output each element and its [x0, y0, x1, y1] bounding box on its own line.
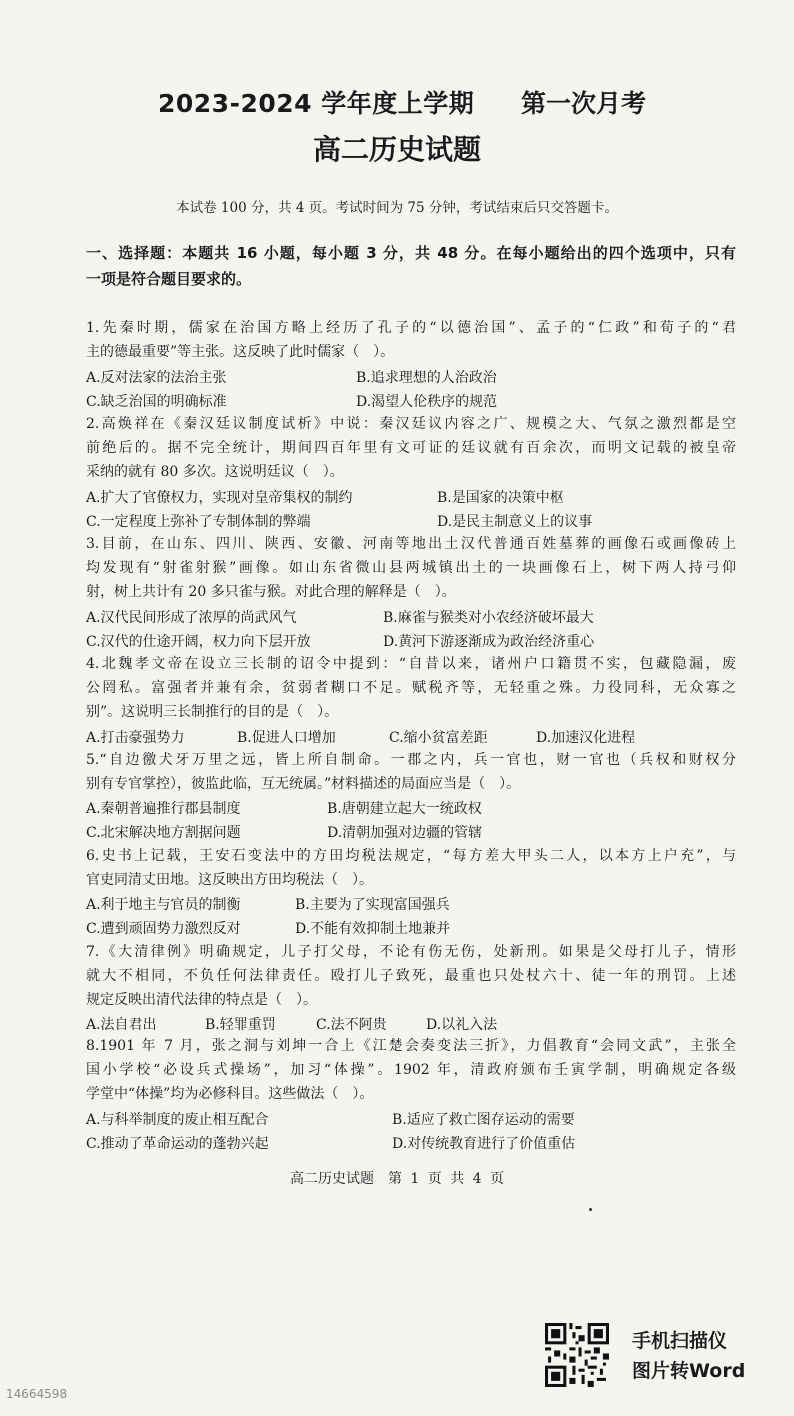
question-3-stem: 均发现有“射雀射猴”画像。如山东省微山县两城镇出土的一块画像石上，树下两人持弓仰 [86, 560, 736, 576]
question-2-stem: 2.高焕祥在《秦汉廷议制度试析》中说：秦汉廷议内容之广、规模之大、气氛之激烈都是空 [86, 416, 736, 432]
exam-instructions: 本试卷 100 分，共 4 页。考试时间为 75 分钟，考试结束后只交答题卡。 [176, 200, 618, 216]
question-1-stem: 主的德最重要”等主张。这反映了此时儒家（ ）。 [86, 344, 395, 360]
question-5-stem: 5.“自边徼犬牙万里之远，皆上所自制命。一郡之内，兵一官也，财一官也（兵权和财权分 [86, 752, 736, 768]
speck [589, 1208, 592, 1211]
question-7-stem: 7.《大清律例》明确规定，儿子打父母，不论有伤无伤，处新刑。如果是父母打儿子，情形 [86, 944, 736, 960]
question-3-stem: 射，树上共计有 20 多只雀与猴。对此合理的解释是（ ）。 [86, 584, 456, 600]
section-heading-line: 一项是符合题目要求的。 [86, 270, 252, 288]
question-6-option: D.不能有效抑制土地兼并 [295, 921, 451, 937]
question-7-stem: 规定反映出清代法律的特点是（ ）。 [86, 992, 317, 1008]
question-3-option: C.汉代的仕途开阔，权力向下层开放 [86, 634, 311, 650]
watermark-line-2: 图片转Word [632, 1360, 746, 1382]
term-label: 2023-2024 学年度上学期 [158, 89, 475, 118]
question-3-option: A.汉代民间形成了浓厚的尚武风气 [86, 610, 297, 626]
question-1-stem: 1.先秦时期，儒家在治国方略上经历了孔子的“以德治国”、孟子的“仁政”和荀子的“君 [86, 320, 736, 336]
question-6-option: B.主要为了实现富国强兵 [295, 897, 450, 913]
question-5-option: D.清朝加强对边疆的管辖 [327, 825, 483, 841]
question-2-option: D.是民主制意义上的议事 [437, 514, 593, 530]
question-8-stem: 8.1901 年 7 月，张之洞与刘坤一合上《江楚会奏变法三折》，力倡教育“会同文武”，主张全 [86, 1038, 736, 1054]
question-7-stem: 就大不相同，不负任何法律责任。殴打儿子致死，最重也只处杖六十、徒一年的刑罚。上述 [86, 968, 736, 984]
section-heading [86, 240, 736, 292]
question-6-stem: 6.史书上记载，王安石变法中的方田均税法规定，“每方差大甲头二人，以本方上户充”，与 [86, 848, 736, 864]
question-8-stem: 学堂中“体操”均为必修科目。这些做法（ ）。 [86, 1086, 374, 1102]
question-3-option: D.黄河下游逐渐成为政治经济重心 [383, 634, 595, 650]
question-3-option: B.麻雀与猴类对小农经济破坏最大 [383, 610, 594, 626]
question-8-option: A.与科举制度的废止相互配合 [86, 1112, 269, 1128]
question-2-option: A.扩大了官僚权力，实现对皇帝集权的制约 [86, 490, 353, 506]
question-3-stem: 3.目前，在山东、四川、陕西、安徽、河南等地出土汉代普通百姓墓葬的画像石或画像砖上 [86, 536, 736, 552]
question-8-option: B.适应了救亡图存运动的需要 [392, 1112, 575, 1128]
qr-code-icon [545, 1323, 609, 1387]
question-5-option: C.北宋解决地方割据问题 [86, 825, 241, 841]
question-7-option: A.法自君出 [86, 1017, 157, 1033]
question-6-stem: 官吏同清丈田地。这反映出方田均税法（ ）。 [86, 872, 373, 888]
question-7-option: B.轻罪重罚 [205, 1017, 276, 1033]
question-7-option: D.以礼入法 [426, 1017, 498, 1033]
question-6-option: C.遭到顽固势力激烈反对 [86, 921, 241, 937]
watermark-line-1: 手机扫描仪 [632, 1330, 728, 1352]
question-2-option: B.是国家的决策中枢 [437, 490, 564, 506]
page-footer: 高二历史试题 第 1 页 共 4 页 [289, 1171, 505, 1187]
page-title: 高二历史试题 [312, 133, 481, 166]
section-heading-line: 一、选择题：本题共 16 小题，每小题 3 分，共 48 分。在每小题给出的四个选项中，只有 [86, 244, 736, 262]
question-4-stem: 4.北魏孝文帝在设立三长制的诏令中提到：“自昔以来，诸州户口籍贯不实，包藏隐漏，废 [86, 656, 736, 672]
question-4-option: B.促进人口增加 [237, 730, 336, 746]
question-4-stem: 别”。这说明三长制推行的目的是（ ）。 [86, 704, 339, 720]
question-5-stem: 别有专官掌控），彼监此临，互无统属。”材料描述的局面应当是（ ）。 [86, 776, 521, 792]
question-8-option: D.对传统教育进行了价值重估 [392, 1136, 576, 1152]
question-4-stem: 公罔私。富强者并兼有余，贫弱者糊口不足。赋税齐等，无轻重之殊。力役同科，无众寡之 [86, 680, 736, 696]
question-5-option: A.秦朝普遍推行郡县制度 [86, 801, 241, 817]
question-4-option: D.加速汉化进程 [536, 730, 636, 746]
question-2-stem: 采纳的就有 80 多次。这说明廷议（ ）。 [86, 464, 344, 480]
question-4-option: C.缩小贫富差距 [389, 730, 488, 746]
scan-serial: 14664598 [6, 1387, 68, 1401]
question-4-option: A.打击豪强势力 [86, 730, 185, 746]
question-6-option: A.利于地主与官员的制衡 [86, 897, 241, 913]
question-1-option: C.缺乏治国的明确标准 [86, 394, 227, 410]
question-8-stem: 国小学校“必设兵式操场”，加习“体操”。1902 年，清政府颁布壬寅学制，明确规定各级 [86, 1062, 736, 1078]
question-1-option: D.渴望人伦秩序的规范 [356, 394, 498, 410]
question-7-option: C.法不阿贵 [316, 1017, 387, 1033]
question-2-option: C.一定程度上弥补了专制体制的弊端 [86, 514, 311, 530]
exam-label: 第一次月考 [521, 89, 647, 118]
question-2-stem: 前绝后的。据不完全统计，期间四百年里有文可证的廷议就有百余次，而明文记载的被皇帝 [86, 440, 736, 456]
question-8-option: C.推动了革命运动的蓬勃兴起 [86, 1136, 269, 1152]
question-5-option: B.唐朝建立起大一统政权 [327, 801, 482, 817]
question-1-option: A.反对法家的法治主张 [86, 370, 227, 386]
question-1-option: B.追求理想的人治政治 [356, 370, 497, 386]
